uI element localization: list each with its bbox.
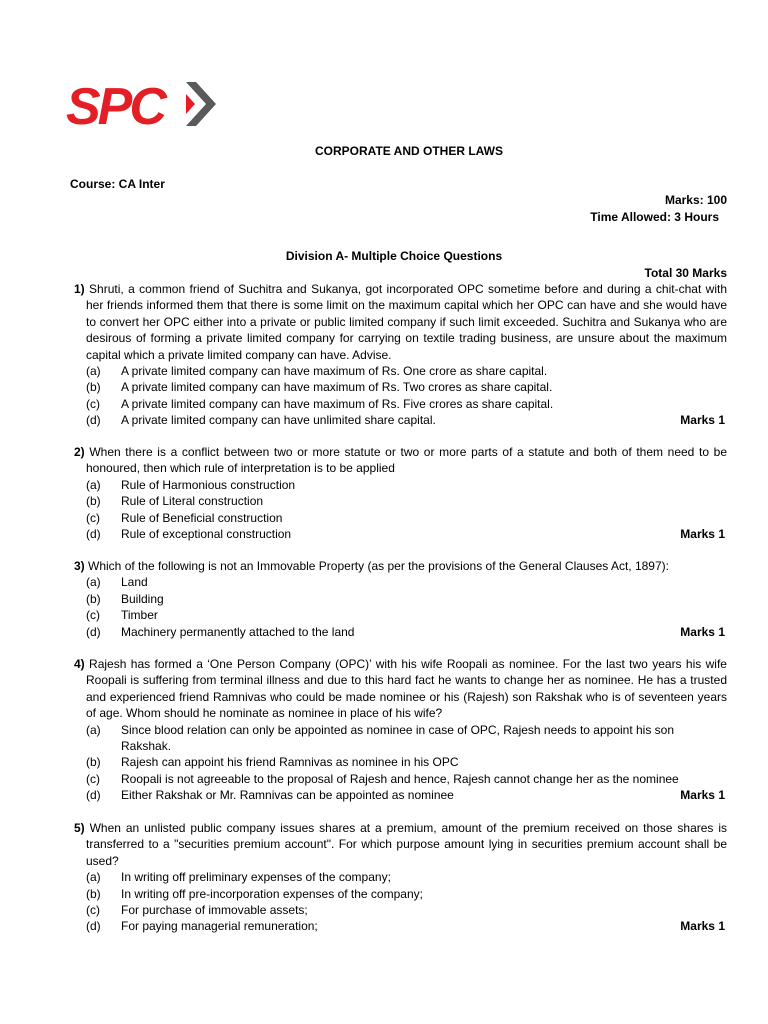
option-label: (d) [86, 788, 101, 803]
option-c [74, 902, 727, 918]
option-text: A private limited company can have unlimited share capital. [121, 413, 436, 428]
option-text: Machinery permanently attached to the land [121, 624, 355, 639]
option-text: Rule of Literal construction [121, 494, 264, 509]
question-body: Which of the following is not an Immovable Property (as per the provisions of the General Clauses Act, 1897): [88, 559, 669, 573]
question-marks: Marks 1 [680, 624, 725, 639]
option-a [74, 722, 727, 755]
question-text [74, 820, 727, 869]
option-label: (c) [86, 510, 100, 525]
question-marks: Marks 1 [680, 527, 725, 542]
option-text: Since blood relation can only be appointed as nominee in case of OPC, Rajesh needs to appoint his son Rakshak. [121, 722, 675, 754]
option-c [74, 607, 727, 623]
division-heading: Division A- Multiple Choice Questions [285, 249, 503, 263]
question-1 [74, 281, 727, 429]
question-body: When an unlisted public company issues shares at a premium, amount of the premium received on those shares is transferred to a "securities premium account". For which purpose amount lying in securities premium account shall be used? [86, 821, 727, 868]
question-text [74, 656, 727, 722]
option-label: (c) [86, 396, 100, 411]
question-4 [74, 656, 727, 804]
option-label: (b) [86, 380, 101, 395]
option-label: (b) [86, 886, 101, 901]
option-label: (c) [86, 771, 100, 786]
question-marks: Marks 1 [680, 919, 725, 934]
question-marks: Marks 1 [680, 413, 725, 428]
option-d [74, 918, 727, 934]
option-text: Rule of Beneficial construction [121, 510, 283, 525]
option-text: Rajesh can appoint his friend Ramnivas as nominee in his OPC [121, 755, 459, 770]
option-b [74, 493, 727, 509]
option-d [74, 526, 727, 542]
document-title: CORPORATE AND OTHER LAWS [315, 144, 503, 158]
option-d [74, 412, 727, 428]
option-c [74, 510, 727, 526]
option-d [74, 624, 727, 640]
option-text: Either Rakshak or Mr. Ramnivas can be appointed as nominee [121, 788, 454, 803]
option-text: For purchase of immovable assets; [121, 903, 308, 918]
option-a [74, 477, 727, 493]
option-label: (a) [86, 575, 101, 590]
option-text: A private limited company can have maximum of Rs. One crore as share capital. [121, 364, 548, 379]
option-label: (a) [86, 477, 101, 492]
option-label: (b) [86, 755, 101, 770]
question-number: 1) [74, 282, 85, 296]
option-label: (b) [86, 494, 101, 509]
option-b [74, 379, 727, 395]
question-5 [74, 820, 727, 935]
option-text: Rule of Harmonious construction [121, 477, 296, 492]
question-2 [74, 444, 727, 542]
question-number: 3) [74, 559, 85, 573]
option-text: Land [121, 575, 148, 590]
question-body: Rajesh has formed a ‘One Person Company (OPC)’ with his wife Roopali as nominee. For the last two years his wife Roopali is suffering from terminal illness and due to this hard fact he wants to change her as nominee. He has a trusted and experienced friend Ramnivas who could be made nominee or his (Rajesh) son Rakshak who is of seventeen years of age. Whom should he nominate as nominee in place of his wife? [86, 657, 727, 721]
question-marks: Marks 1 [680, 788, 725, 803]
option-text: In writing off preliminary expenses of the company; [121, 870, 391, 885]
option-b [74, 754, 727, 770]
question-body: Shruti, a common friend of Suchitra and Sukanya, got incorporated OPC sometime before and during a chit-chat with her friends informed them that there is some limit on the maximum capital which her OPC can have and she would have to convert her OPC either into a private or public limited company if such limit exceeded. Suchitra and Sukanya who are desirous of forming a private limited company for carrying on textile trading business, are unsure about the maximum capital which a private limited company can have. Advise. [86, 282, 727, 362]
time-allowed-label: Time Allowed: 3 Hours [590, 210, 719, 224]
option-text: In writing off pre-incorporation expenses of the company; [121, 886, 423, 901]
option-label: (a) [86, 722, 101, 737]
option-label: (d) [86, 413, 101, 428]
option-text: A private limited company can have maximum of Rs. Two crores as share capital. [121, 380, 553, 395]
division-total-marks: Total 30 Marks [644, 266, 727, 280]
option-label: (a) [86, 870, 101, 885]
option-text: Roopali is not agreeable to the proposal of Rajesh and hence, Rajesh cannot change her as the nominee [121, 771, 679, 786]
option-label: (d) [86, 624, 101, 639]
question-3 [74, 558, 727, 640]
spc-logo [66, 76, 218, 132]
option-b [74, 886, 727, 902]
total-marks-label: Marks: 100 [664, 193, 727, 207]
option-label: (b) [86, 591, 101, 606]
question-number: 4) [74, 657, 85, 671]
option-label: (d) [86, 527, 101, 542]
option-text: Timber [121, 608, 158, 623]
question-text [74, 558, 727, 574]
option-label: (c) [86, 903, 100, 918]
option-a [74, 869, 727, 885]
option-text: Building [121, 591, 164, 606]
question-body: When there is a conflict between two or more statute or two or more parts of a statute and both of them need to be honoured, then which rule of interpretation is to be applied [86, 445, 727, 476]
question-number: 5) [74, 821, 85, 835]
question-text [74, 444, 727, 477]
option-a [74, 574, 727, 590]
option-c [74, 396, 727, 412]
option-text: For paying managerial remuneration; [121, 919, 318, 934]
logo-text: SPC [66, 78, 164, 132]
option-d [74, 787, 727, 803]
course-label: Course: CA Inter [70, 177, 165, 191]
option-a [74, 363, 727, 379]
option-label: (d) [86, 919, 101, 934]
option-label: (a) [86, 364, 101, 379]
option-text: A private limited company can have maximum of Rs. Five crores as share capital. [121, 396, 554, 411]
option-c [74, 771, 727, 787]
question-number: 2) [74, 445, 85, 459]
question-text [74, 281, 727, 363]
option-label: (c) [86, 608, 100, 623]
option-text: Rule of exceptional construction [121, 527, 292, 542]
option-b [74, 591, 727, 607]
